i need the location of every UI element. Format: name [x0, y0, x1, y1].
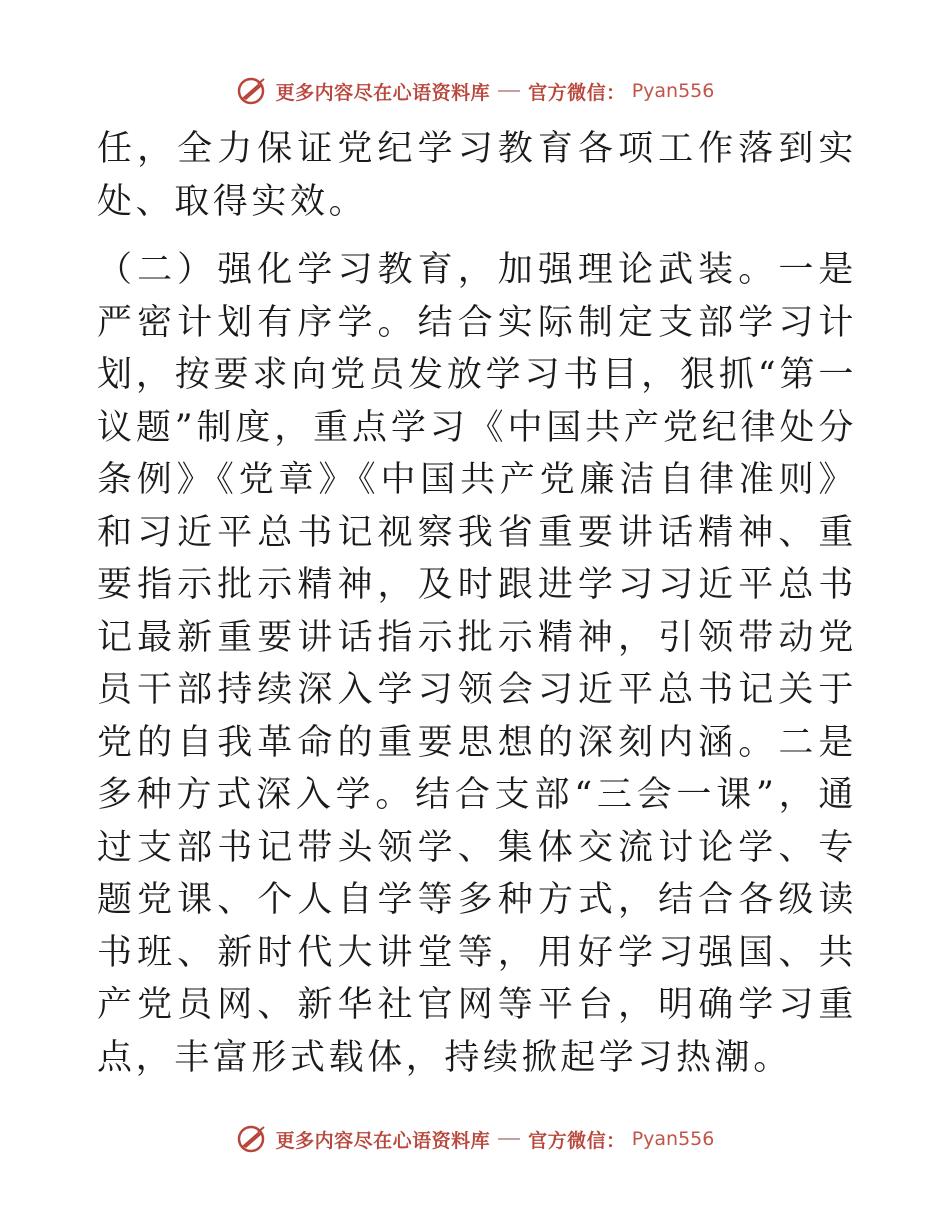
watermark-footer: [0, 1124, 950, 1154]
watermark-divider: [498, 90, 520, 92]
watermark-wechat-id: Pyan556: [631, 1128, 715, 1150]
watermark-suffix: 官方微信：: [528, 81, 626, 104]
watermark-text: 更多内容尽在心语资料库: [275, 1129, 491, 1152]
body-paragraph-1: 任，全力保证党纪学习教育各项工作落到实处、取得实效。: [97, 129, 857, 222]
watermark-divider: [498, 1138, 520, 1140]
watermark-header: [0, 76, 950, 106]
document-body: [97, 123, 857, 1084]
watermark-text: 更多内容尽在心语资料库: [275, 81, 491, 104]
watermark-suffix: 官方微信：: [528, 1129, 626, 1152]
body-paragraph-2: （二）强化学习教育，加强理论武装。一是严密计划有序学。结合实际制定支部学习计划，按要求向党员发放学习书目，狠抓“第一议题”制度，重点学习《中国共产党纪律处分条例》《党章》《中国共产党廉洁自律准则》和习近平总书记视察我省重要讲话精神、重要指示批示精神，及时跟进学习习近平总书记最新重要讲话指示批示精神，引领带动党员干部持续深入学习领会习近平总书记关于党的自我革命的重要思想的深刻内涵。二是多种方式深入学。结合支部“三会一课”，通过支部书记带头领学、集体交流讨论学、专题党课、个人自学等多种方式，结合各级读书班、新时代大讲堂等，用好学习强国、共产党员网、新华社官网等平台，明确学习重点，丰富形式载体，持续掀起学习热潮。: [97, 250, 857, 1078]
watermark-wechat-id: Pyan556: [631, 80, 715, 102]
pen-logo-icon: [236, 1124, 270, 1154]
pen-logo-icon: [236, 76, 270, 106]
